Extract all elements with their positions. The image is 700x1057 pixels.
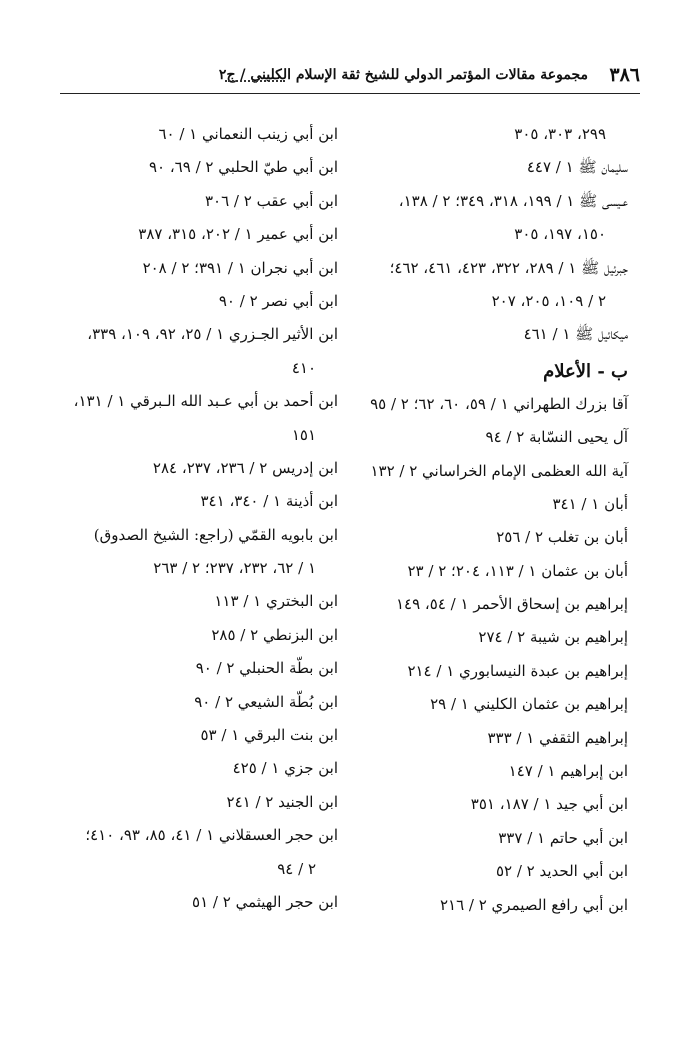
index-entry: ابن أبي عمير ١ / ٢٠٢، ٣١٥، ٣٨٧: [138, 225, 338, 244]
index-entry: ابن إدريس ٢ / ٢٣٦، ٢٣٧، ٢٨٤: [152, 458, 338, 477]
header-rule: [60, 93, 640, 94]
index-entry-continuation: ١ / ٦٢، ٢٣٢، ٢٣٧؛ ٢ / ٢٦٣: [153, 559, 316, 578]
index-entry: ابن بنت البرقي ١ / ٥٣: [200, 726, 338, 745]
index-entry: ابن إبراهيم ١ / ١٤٧: [508, 762, 628, 781]
index-entry: إبراهيم بن إسحاق الأحمر ١ / ٥٤، ١٤٩: [395, 595, 628, 614]
index-entry: أبان ١ / ٣٤١: [552, 494, 628, 513]
index-entry: ابن بُطّة الشيعي ٢ / ٩٠: [194, 692, 338, 711]
section-heading: ب - الأعلام: [543, 360, 628, 382]
index-entry: جبرئيل ﷺ ١ / ٢٨٩، ٣٢٢، ٤٢٣، ٤٦١، ٤٦٢؛: [389, 258, 628, 277]
index-entry: ابن بطّة الحنبلي ٢ / ٩٠: [195, 659, 338, 678]
index-entry: ميكائيل ﷺ ١ / ٤٦١: [523, 325, 628, 344]
index-entry: ابن أبي رافع الصيمري ٢ / ٢١٦: [439, 895, 628, 914]
index-entry: سليمان ﷺ ١ / ٤٤٧: [526, 158, 628, 177]
running-title: مجموعة مقالات المؤتمر الدولي للشيخ ثقة الإسلام الكليني / ج٢: [218, 67, 588, 83]
index-entry: ابن أبي جيد ١ / ١٨٧، ٣٥١: [470, 795, 628, 814]
index-entry: آية الله العظمى الإمام الخراساني ٢ / ١٣٢: [370, 461, 628, 480]
index-entry: ابن بابويه القمّي (راجع: الشيخ الصدوق): [93, 525, 338, 544]
index-entry: آقا بزرك الطهراني ١ / ٥٩، ٦٠، ٦٢؛ ٢ / ٩٥: [370, 394, 628, 413]
index-entry-continuation: ٢ / ١٠٩، ٢٠٥، ٢٠٧: [491, 291, 606, 310]
index-column-left: [48, 118, 338, 919]
index-entry: إبراهيم بن عثمان الكليني ١ / ٢٩: [430, 695, 628, 714]
index-entry: آل يحيى النسّابة ٢ / ٩٤: [485, 428, 628, 447]
index-entry: أبان بن تغلب ٢ / ٢٥٦: [496, 528, 628, 547]
index-entry: ابن جزي ١ / ٤٢٥: [232, 759, 338, 778]
index-entry: ابن أذينة ١ / ٣٤٠، ٣٤١: [200, 492, 338, 511]
page-number: ٣٨٦: [609, 64, 640, 86]
index-entry: ابن الجنيد ٢ / ٢٤١: [226, 792, 338, 811]
index-entry: ابن أبي طيّ الحلبي ٢ / ٦٩، ٩٠: [148, 158, 338, 177]
index-entry: ابن الأثير الجـزري ١ / ٢٥، ٩٢، ١٠٩، ٣٣٩،: [87, 325, 338, 344]
index-entry: ابن البختري ١ / ١١٣: [214, 592, 338, 611]
index-entry: عـيسى ﷺ ١ / ١٩٩، ٣١٨، ٣٤٩؛ ٢ / ١٣٨،: [398, 191, 628, 210]
index-entry: ابن أبي حاتم ١ / ٣٣٧: [498, 828, 628, 847]
index-entry-continuation: ٢ / ٩٤: [277, 859, 316, 878]
index-entry: ابن أبي زينب النعماني ١ / ٦٠: [158, 125, 338, 143]
index-entry: ابن أبي نصر ٢ / ٩٠: [218, 291, 338, 310]
dotted-leader: [225, 68, 285, 82]
index-entry: إبراهيم الثقفي ١ / ٣٣٣: [487, 728, 628, 747]
index-entry: إبراهيم بن شيبة ٢ / ٢٧٤: [478, 628, 628, 647]
index-entry: ابن أحمد بن أبي عـبد الله الـبرقي ١ / ١٣١،: [73, 392, 338, 411]
running-header: [60, 64, 640, 92]
index-column-right: [358, 118, 628, 922]
index-entry: إبراهيم بن عبدة النيسابوري ١ / ٢١٤: [407, 661, 628, 680]
index-entry: ابن أبي الحديد ٢ / ٥٢: [495, 862, 628, 881]
index-entry: أبان بن عثمان ١ / ١١٣، ٢٠٤؛ ٢ / ٢٣: [407, 561, 628, 580]
index-entry-continuation: ١٥١: [291, 425, 316, 444]
index-entry: ابن البزنطي ٢ / ٢٨٥: [211, 625, 338, 644]
index-entry: ابن حجر العسقلاني ١ / ٤١، ٨٥، ٩٣، ٤١٠؛: [85, 826, 338, 845]
index-entry-continuation: ٤١٠: [291, 358, 316, 377]
index-entry-continuation: ٢٩٩، ٣٠٣، ٣٠٥: [514, 125, 606, 143]
index-entry: ابن حجر الهيثمي ٢ / ٥١: [192, 892, 338, 911]
index-entry: ابن أبي نجران ١ / ٣٩١؛ ٢ / ٢٠٨: [142, 258, 338, 277]
index-entry: ابن أبي عقب ٢ / ٣٠٦: [204, 191, 338, 210]
index-entry-continuation: ١٥٠، ١٩٧، ٣٠٥: [514, 225, 606, 244]
